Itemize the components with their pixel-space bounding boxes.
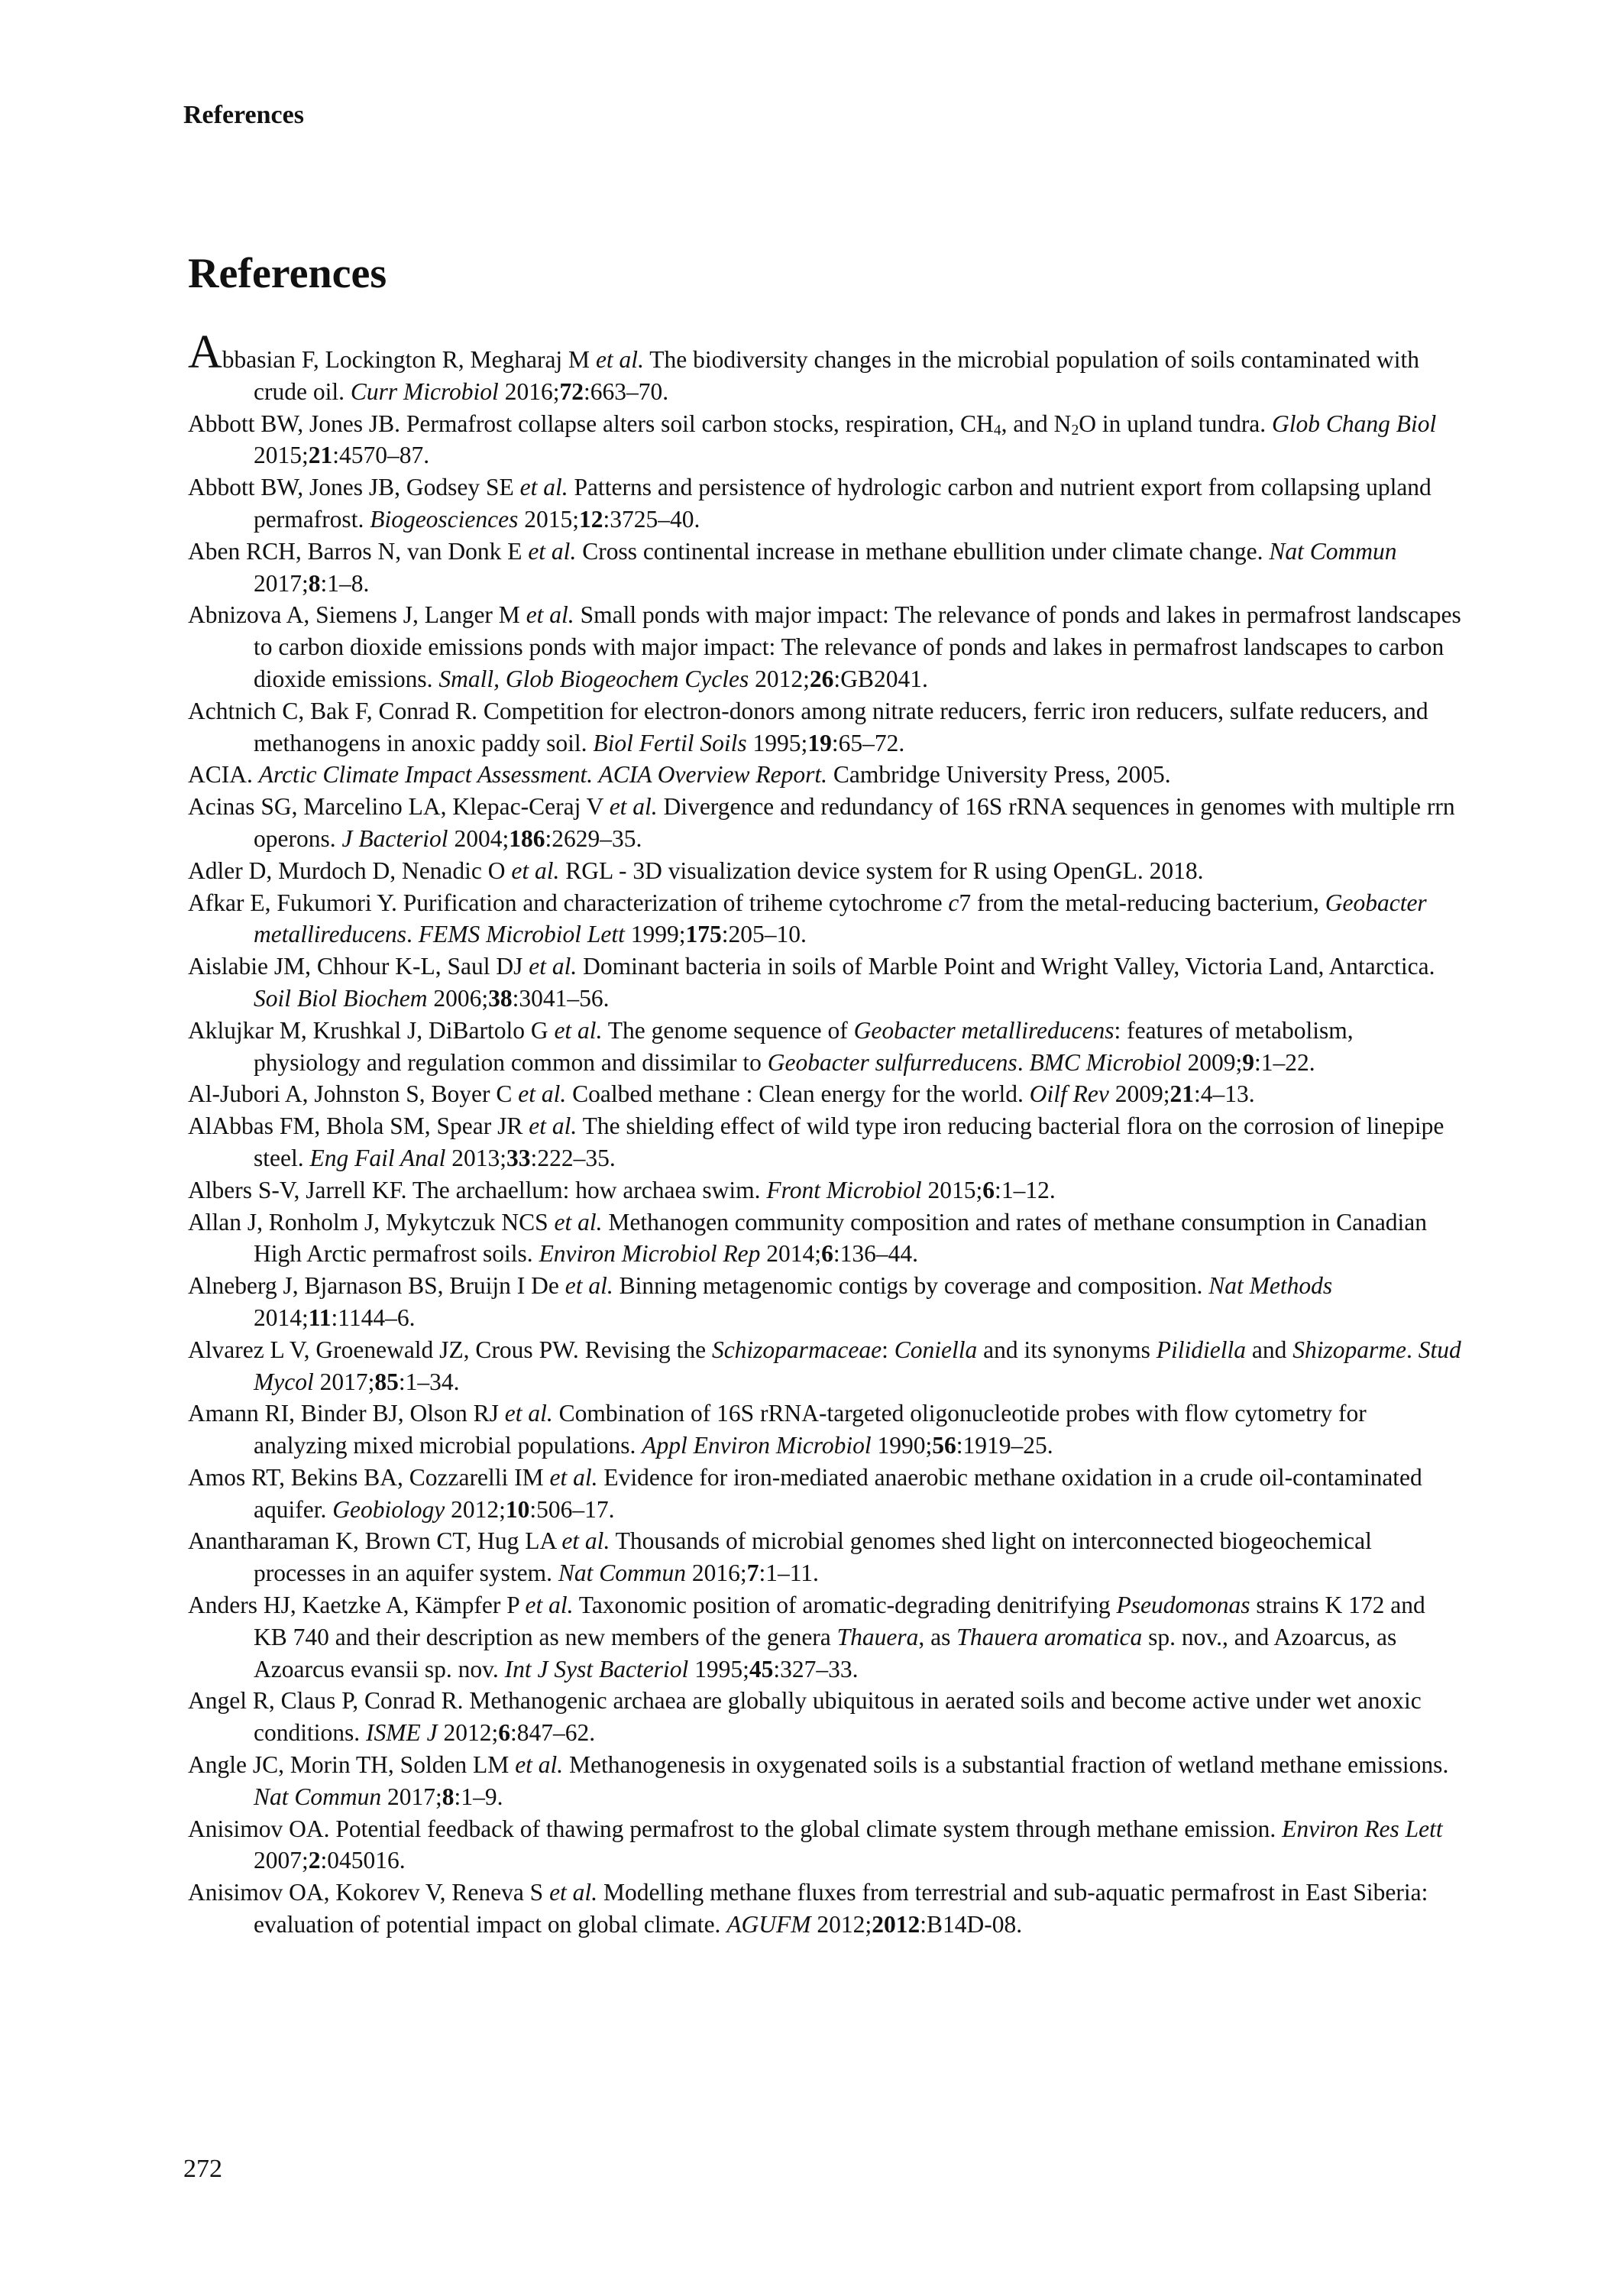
reference-entry: Adler D, Murdoch D, Nenadic O et al. RGL - 3D visualization device system for R using OpenGL. 2018. — [188, 857, 1204, 884]
reference-entry: Aben RCH, Barros N, van Donk E et al. Cross continental increase in methane ebullition under climate change. Nat Commun 2017;8:1–8. — [188, 537, 1397, 597]
reference-entry: Acinas SG, Marcelino LA, Klepac-Ceraj V et al. Divergence and redundancy of 16S rRNA sequences in genomes with multiple rrn operons. J Bacteriol 2004;186:2629–35. — [188, 793, 1455, 852]
reference-entry: Abnizova A, Siemens J, Langer M et al. Small ponds with major impact: The relevance of ponds and lakes in permafrost landscapes to carbon dioxide emissions ponds with major impact: The relevance of ponds and lakes in permafrost landscapes to carbon dioxide emissions. Small, Glob Biogeochem Cycles 2012;26:GB2041. — [188, 601, 1461, 692]
reference-entry: Anisimov OA, Kokorev V, Reneva S et al. Modelling methane fluxes from terrestrial and sub-aquatic permafrost in East Siberia: evaluation of potential impact on global climate. AGUFM 2012;2012:B14D-08. — [188, 1879, 1428, 1938]
reference-entry: Anisimov OA. Potential feedback of thawing permafrost to the global climate system through methane emission. Environ Res Lett 2007;2:045016. — [188, 1815, 1443, 1874]
reference-entry: Achtnich C, Bak F, Conrad R. Competition for electron-donors among nitrate reducers, ferric iron reducers, sulfate reducers, and methanogens in anoxic paddy soil. Biol Fertil Soils 1995;19:65–72. — [188, 697, 1428, 756]
reference-entry: Afkar E, Fukumori Y. Purification and characterization of triheme cytochrome c7 from the metal-reducing bacterium, Geobacter metallireducens. FEMS Microbiol Lett 1999;175:205–10. — [188, 889, 1427, 948]
reference-entry: Amann RI, Binder BJ, Olson RJ et al. Combination of 16S rRNA-targeted oligonucleotide probes with flow cytometry for analyzing mixed microbial populations. Appl Environ Microbiol 1990;56:1919–25. — [188, 1400, 1367, 1459]
reference-entry: Amos RT, Bekins BA, Cozzarelli IM et al. Evidence for iron-mediated anaerobic methane oxidation in a crude oil-contaminated aquifer. Geobiology 2012;10:506–17. — [188, 1463, 1422, 1523]
reference-entry: Albers S-V, Jarrell KF. The archaellum: how archaea swim. Front Microbiol 2015;6:1–12. — [188, 1176, 1056, 1203]
reference-entry: Alvarez L V, Groenewald JZ, Crous PW. Revising the Schizoparmaceae: Coniella and its synonyms Pilidiella and Shizoparme. Stud Mycol 2017;85:1–34. — [188, 1336, 1461, 1395]
reference-entry: Angle JC, Morin TH, Solden LM et al. Methanogenesis in oxygenated soils is a substantial fraction of wetland methane emissions. Nat Commun 2017;8:1–9. — [188, 1751, 1449, 1810]
reference-entry: Angel R, Claus P, Conrad R. Methanogenic archaea are globally ubiquitous in aerated soils and become active under wet anoxic conditions. ISME J 2012;6:847–62. — [188, 1687, 1422, 1747]
reference-entry: Al-Jubori A, Johnston S, Boyer C et al. Coalbed methane : Clean energy for the world. Oilf Rev 2009;21:4–13. — [188, 1080, 1255, 1108]
reference-entry: Alneberg J, Bjarnason BS, Bruijn I De et al. Binning metagenomic contigs by coverage and composition. Nat Methods 2014;11:1144–6. — [188, 1272, 1333, 1331]
reference-entry: Abbasian F, Lockington R, Megharaj M et al. The biodiversity changes in the microbial population of soils contaminated with crude oil. Curr Microbiol 2016;72:663–70. — [188, 326, 1420, 405]
page-title: References — [188, 250, 387, 297]
reference-entry: ACIA. Arctic Climate Impact Assessment. ACIA Overview Report. Cambridge University Press, 2005. — [188, 761, 1171, 789]
reference-entry: AlAbbas FM, Bhola SM, Spear JR et al. The shielding effect of wild type iron reducing bacterial flora on the corrosion of linepipe steel. Eng Fail Anal 2013;33:222–35. — [188, 1112, 1444, 1171]
reference-entry: Abbott BW, Jones JB, Godsey SE et al. Patterns and persistence of hydrologic carbon and nutrient export from collapsing upland permafrost. Biogeosciences 2015;12:3725–40. — [188, 474, 1432, 533]
ref-authors: bbasian F, Lockington R, Megharaj M — [222, 346, 590, 373]
reference-entry: Aislabie JM, Chhour K-L, Saul DJ et al. Dominant bacteria in soils of Marble Point and Wright Valley, Victoria Land, Antarctica. Soil Biol Biochem 2006;38:3041–56. — [188, 953, 1435, 1012]
reference-entry: Allan J, Ronholm J, Mykytczuk NCS et al. Methanogen community composition and rates of methane consumption in Canadian High Arctic permafrost soils. Environ Microbiol Rep 2014;6:136–44. — [188, 1208, 1428, 1268]
reference-list — [188, 326, 1464, 1941]
reference-entry: Abbott BW, Jones JB. Permafrost collapse alters soil carbon stocks, respiration, $CH_4$, and $N_2O$ in upland tundra. Glob Chang Biol 2015;21:4570–87. — [188, 410, 1437, 469]
reference-entry: Aklujkar M, Krushkal J, DiBartolo G et al. The genome sequence of Geobacter metallireducens: features of metabolism, physiology and regulation common and dissimilar to Geobacter sulfurreducens. BMC Microbiol 2009;9:1–22. — [188, 1016, 1354, 1076]
running-header: References — [183, 101, 304, 129]
reference-entry: Anders HJ, Kaetzke A, Kämpfer P et al. Taxonomic position of aromatic-degrading denitrifying Pseudomonas strains K 172 and KB 740 and their description as new members of the genera Thauera, as Thauera aromatica sp. nov., and Azoarcus, as Azoarcus evansii sp. nov. Int J Syst Bacteriol 1995;45:327–33. — [188, 1592, 1425, 1683]
drop-cap: A — [188, 326, 222, 378]
page-number: 272 — [183, 2155, 222, 2183]
reference-entry: Anantharaman K, Brown CT, Hug LA et al. Thousands of microbial genomes shed light on interconnected biogeochemical processes in an aquifer system. Nat Commun 2016;7:1–11. — [188, 1527, 1372, 1587]
